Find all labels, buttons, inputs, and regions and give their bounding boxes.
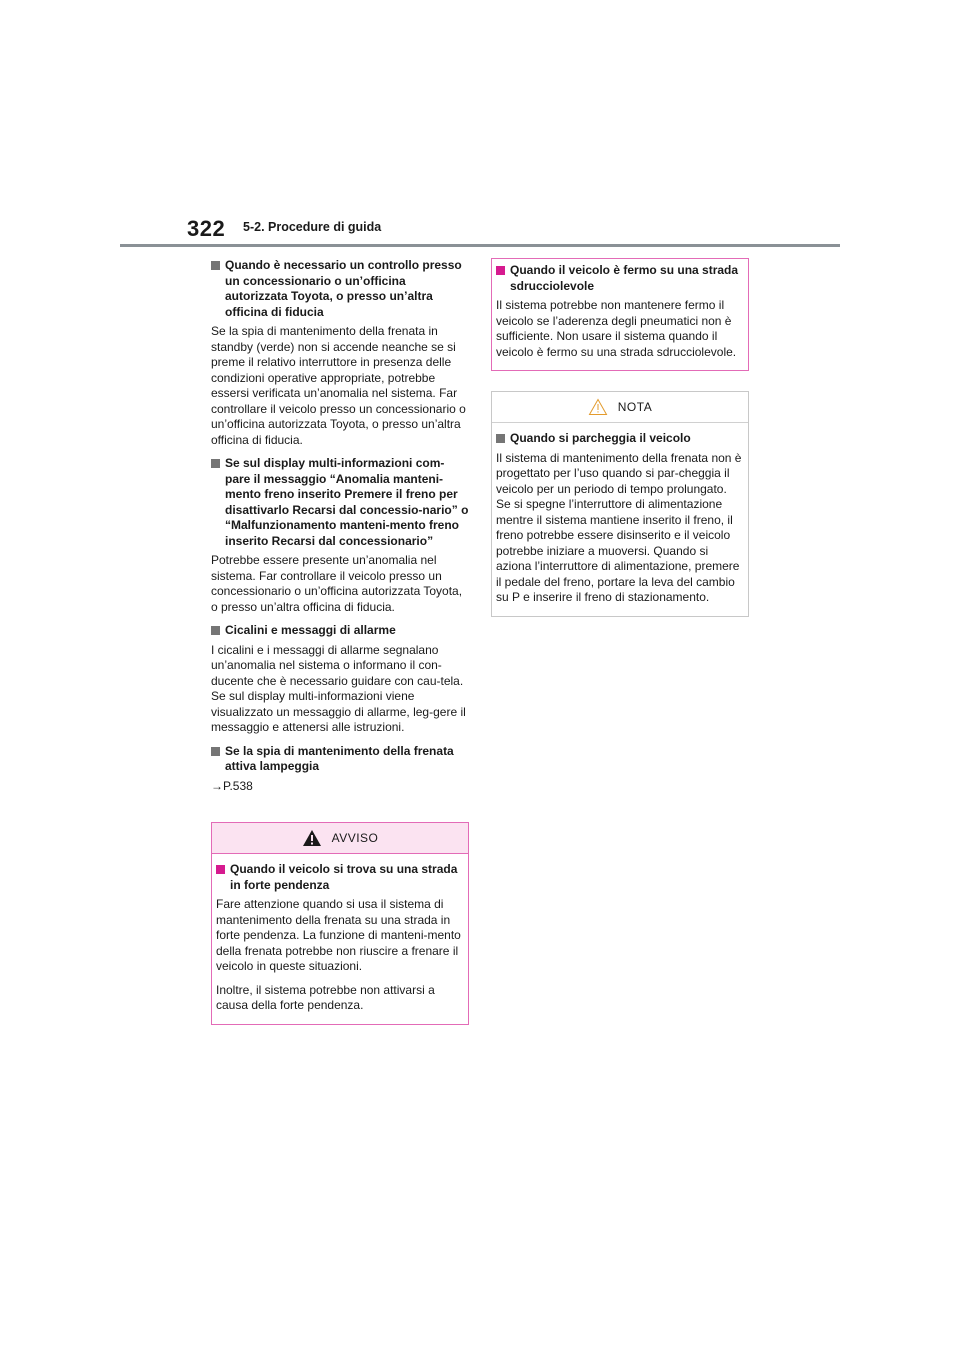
warning-continued-heading-text: Quando il veicolo è fermo su una strada sdrucciolevole: [510, 263, 739, 293]
square-bullet-icon: [496, 434, 505, 443]
caution-triangle-icon: [588, 398, 608, 416]
warning-continued-heading: [496, 263, 742, 294]
item-heading: [211, 623, 469, 639]
square-bullet-icon: [496, 266, 505, 275]
item-heading-text: Cicalini e messaggi di allarme: [225, 623, 396, 637]
warning-continued-body: [492, 259, 748, 370]
square-bullet-icon: [216, 865, 225, 874]
warning-continued-paragraph: Il sistema potrebbe non mantenere fermo il veicolo se l’aderenza degli pneumatici non è sufficiente. Non usare il sistema quando il veicolo è fermo su una strada sdrucciolevole.: [496, 298, 737, 359]
item-paragraph: Potrebbe essere presente un’anomalia nel sistema. Far controllare il veicolo presso un concessionario o un’officina autorizzata Toyota, o presso un’altra officina di fiducia.: [211, 553, 463, 614]
page-reference-link[interactable]: →P.538: [211, 778, 253, 793]
warning-continued-box: [491, 258, 749, 371]
item-heading-text: Quando è necessario un controllo presso un concessionario o un’officina autorizzata Toyota, o presso un’altra officina di fiducia: [225, 258, 462, 319]
section-title: 5-2. Procedure di guida: [243, 220, 382, 234]
right-column: [491, 258, 749, 617]
item-heading: [211, 456, 469, 549]
item-paragraph: I cicalini e i messaggi di allarme segnalano un’anomalia nel sistema o informano il con-ducente che è necessario guidare con cau-tela. Se sul display multi-informazioni viene visualizzato un messaggio di allarme, leg-gere il messaggio e attenersi alle istruzioni.: [211, 642, 466, 734]
note-box: [491, 391, 749, 617]
item-heading-text: Se sul display multi-informazioni com-pare il messaggio “Anomalia manteni-mento freno inserito Premere il freno per disattivarlo Recarsi dal concessio-nario” o “Malfunzionamento manteni-mento freno inserito Recarsi dal concessionario”: [225, 456, 469, 548]
list-item: [211, 623, 469, 736]
warning-heading-text: Quando il veicolo si trova su una strada in forte pendenza: [230, 862, 458, 892]
warning-paragraph: Inoltre, il sistema potrebbe non attivarsi a causa della forte pendenza.: [216, 982, 435, 1012]
list-item: [211, 456, 469, 615]
note-heading-text: Quando si parcheggia il veicolo: [510, 431, 691, 445]
page-number: 322: [187, 216, 226, 241]
warning-heading: [216, 862, 462, 893]
square-bullet-icon: [211, 459, 220, 468]
warning-box-title: AVVISO: [331, 831, 379, 845]
warning-box-body: [212, 854, 468, 1024]
square-bullet-icon: [211, 261, 220, 270]
square-bullet-icon: [211, 747, 220, 756]
warning-triangle-icon: [302, 829, 322, 847]
left-column: [211, 258, 469, 1025]
note-heading: [496, 431, 742, 447]
note-box-title: NOTA: [617, 400, 653, 414]
list-item: [211, 258, 469, 448]
note-box-body: [492, 423, 748, 616]
header-rule: [120, 244, 840, 247]
item-heading-text: Se la spia di mantenimento della frenata attiva lampeggia: [225, 743, 454, 773]
list-item: [211, 744, 469, 795]
item-paragraph: Se la spia di mantenimento della frenata in standby (verde) non si accende neanche se si preme il relativo interruttore in presenza delle condizioni operative appropriate, potrebbe essersi verificata un’anomalia nel sistema. Far controllare il veicolo presso un concessionario o un’officina autorizzata Toyota, o presso un’altra officina di fiducia.: [211, 324, 466, 447]
item-heading: [211, 258, 469, 320]
item-heading: [211, 744, 469, 775]
warning-box: [211, 822, 469, 1025]
square-bullet-icon: [211, 626, 220, 635]
warning-paragraph: Fare attenzione quando si usa il sistema di mantenimento della frenata su una strada in forte pendenza. La funzione di manteni-mento della frenata potrebbe non riuscire a frenare il veicolo in queste situazioni.: [216, 897, 461, 973]
note-paragraph: Il sistema di mantenimento della frenata non è progettato per l’uso quando si par-cheggia il veicolo per un periodo di tempo prolungato. Se si spegne l’interruttore di alimentazione mentre il sistema mantiene inserito il freno, il freno potrebbe essere disinserito e il veicolo potrebbe iniziare a muoversi. Quando si aziona l’interruttore di alimentazione, premere il pedale del freno, portare la leva del cambio su P e inserire il freno di stazionamento.: [496, 450, 742, 604]
note-box-header: [492, 392, 748, 423]
warning-box-header: [212, 823, 468, 854]
